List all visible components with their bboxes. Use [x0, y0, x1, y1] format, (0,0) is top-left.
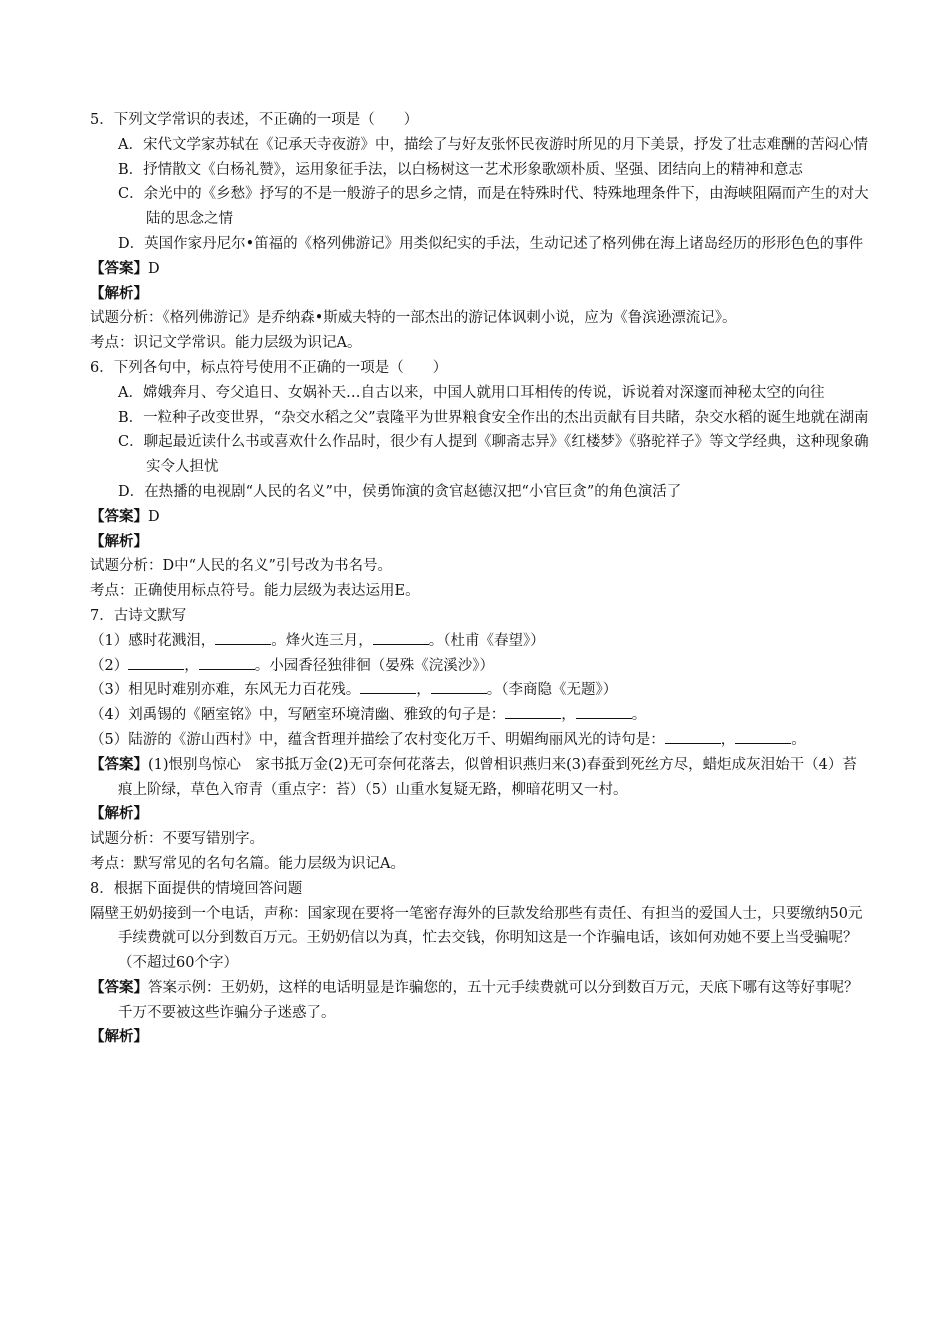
fill-blank: [735, 729, 791, 744]
q5-answer: [90, 257, 870, 282]
text: （1）感时花溅泪，: [90, 632, 216, 649]
q6-analysis-label: 【解析】: [90, 532, 148, 550]
q8-answer: [90, 976, 870, 1026]
fill-blank: [128, 655, 184, 670]
text: ，: [720, 731, 736, 748]
text: ，: [184, 657, 199, 674]
fill-blank: [360, 679, 416, 694]
fill-blank: [665, 729, 721, 744]
fill-blank: [576, 704, 632, 719]
answer-text: D: [148, 508, 160, 525]
q5-option-d: D．英国作家丹尼尔•笛福的《格列佛游记》用类似纪实的手法，生动记述了格列佛在海上诸岛经历的形形色色的事件: [118, 235, 864, 252]
q5-kaodian: 考点：识记文学常识。能力层级为识记A。: [90, 335, 362, 352]
q6-stem: 6．下列各句中，标点符号使用不正确的一项是（ ）: [90, 359, 448, 376]
q7-analysis: 试题分析：不要写错别字。: [90, 831, 264, 848]
text: 。: [631, 707, 647, 724]
answer-label: 【答案】: [90, 755, 148, 773]
q7-answer: [90, 753, 870, 803]
q7-item-4: [90, 703, 870, 728]
q6-analysis: 试题分析：D中“人民的名义”引号改为书名号。: [90, 558, 392, 575]
q5-option-c: C．余光中的《乡愁》抒写的不是一般游子的思乡之情，而是在特殊时代、特殊地理条件下，由海峡阻隔而产生的对大陆的思念之情: [118, 186, 869, 228]
text: 。: [791, 731, 806, 748]
q5-stem: 5．下列文学常识的表述，不正确的一项是（ ）: [90, 112, 419, 128]
answer-label: 【答案】: [90, 259, 148, 277]
q7-item-1: [90, 629, 870, 654]
q6-option-c: C．聊起最近读什么书或喜欢什么作品时，很少有人提到《聊斋志异》《红楼梦》《骆驼祥子》等文学经典，这种现象确实令人担忧: [118, 434, 869, 476]
text: ，: [561, 707, 576, 724]
q7-kaodian: 考点：默写常见的名句名篇。能力层级为识记A。: [90, 855, 405, 872]
q6-option-b: B．一粒种子改变世界，“杂交水稻之父”袁隆平为世界粮食安全作出的杰出贡献有目共睹，杂交水稻的诞生地就在湖南: [118, 409, 869, 426]
text: 。烽火连三月，: [271, 632, 373, 649]
fill-blank: [505, 704, 561, 719]
text: （5）陆游的《游山西村》中，蕴含哲理并描绘了农村变化万千、明媚绚丽风光的诗句是：: [90, 731, 665, 748]
text: （4）刘禹锡的《陋室铭》中，写陋室环境清幽、雅致的句子是：: [90, 707, 506, 724]
q6-option-a: A．嫦娥奔月、夸父追日、女娲补天…自古以来，中国人就用口耳相传的传说，诉说着对深邃而神秘太空的向往: [118, 384, 825, 401]
q8-analysis-label: 【解析】: [90, 1028, 148, 1046]
answer-text: 答案示例：王奶奶，这样的电话明显是诈骗您的，五十元手续费就可以分到数百万元，天底下哪有这等好事呢？千万不要被这些诈骗分子迷惑了。: [118, 979, 859, 1021]
q7-stem: 7．古诗文默写: [90, 607, 187, 624]
q6-kaodian: 考点：正确使用标点符号。能力层级为表达运用E。: [90, 583, 420, 600]
q7-analysis-label: 【解析】: [90, 805, 148, 823]
fill-blank: [431, 679, 487, 694]
text: 。小园香径独徘徊（晏殊《浣溪沙》）: [254, 657, 494, 674]
text: ，: [416, 682, 431, 699]
text: （3）相见时难别亦难，东风无力百花残。: [90, 682, 361, 699]
answer-label: 【答案】: [90, 507, 148, 525]
q6-answer: [90, 505, 870, 530]
q8-stem: 8．根据下面提供的情境回答问题: [90, 880, 303, 897]
fill-blank: [199, 655, 255, 670]
text: 。（杜甫《春望》）: [428, 632, 545, 649]
text: 。（李商隐《无题》）: [486, 682, 618, 699]
q5-option-b: B．抒情散文《白杨礼赞》，运用象征手法，以白杨树这一艺术形象歌颂朴质、坚强、团结向上的精神和意志: [118, 161, 803, 178]
fill-blank: [215, 630, 271, 645]
q6-option-d: D．在热播的电视剧“人民的名义”中，侯勇饰演的贪官赵德汉把“小官巨贪”的角色演活了: [118, 483, 682, 500]
answer-text: D: [148, 260, 160, 277]
q7-item-3: [90, 678, 870, 703]
answer-text: (1)恨别鸟惊心 家书抵万金(2)无可奈何花落去，似曾相识燕归来(3)春蚕到死丝方尽，蜡炬成灰泪始干（4）苔痕上阶绿，草色入帘青（重点字：苔）（5）山重水复疑无路，柳暗花明又一村。: [118, 756, 857, 798]
answer-label: 【答案】: [90, 978, 148, 996]
q8-scenario: 隔壁王奶奶接到一个电话，声称：国家现在要将一笔密存海外的巨款发给那些有责任、有担当的爱国人士，只要缴纳50元手续费就可以分到数百万元。王奶奶信以为真，忙去交钱，你明知这是一个诈骗电话，该如何劝她不要上当受骗呢？（不超过60个字）: [90, 905, 863, 972]
q5-analysis: 试题分析：《格列佛游记》是乔纳森•斯威夫特的一部杰出的游记体讽刺小说，应为《鲁滨逊漂流记》。: [90, 310, 737, 327]
text: （2）: [90, 657, 129, 674]
fill-blank: [373, 630, 429, 645]
q7-item-2: [90, 654, 870, 679]
q5-analysis-label: 【解析】: [90, 284, 148, 302]
q5-option-a: A．宋代文学家苏轼在《记承天寺夜游》中，描绘了与好友张怀民夜游时所见的月下美景，抒发了壮志难酬的苦闷心情: [118, 136, 868, 153]
q7-item-5: [90, 728, 870, 753]
document-page: [90, 108, 870, 1050]
